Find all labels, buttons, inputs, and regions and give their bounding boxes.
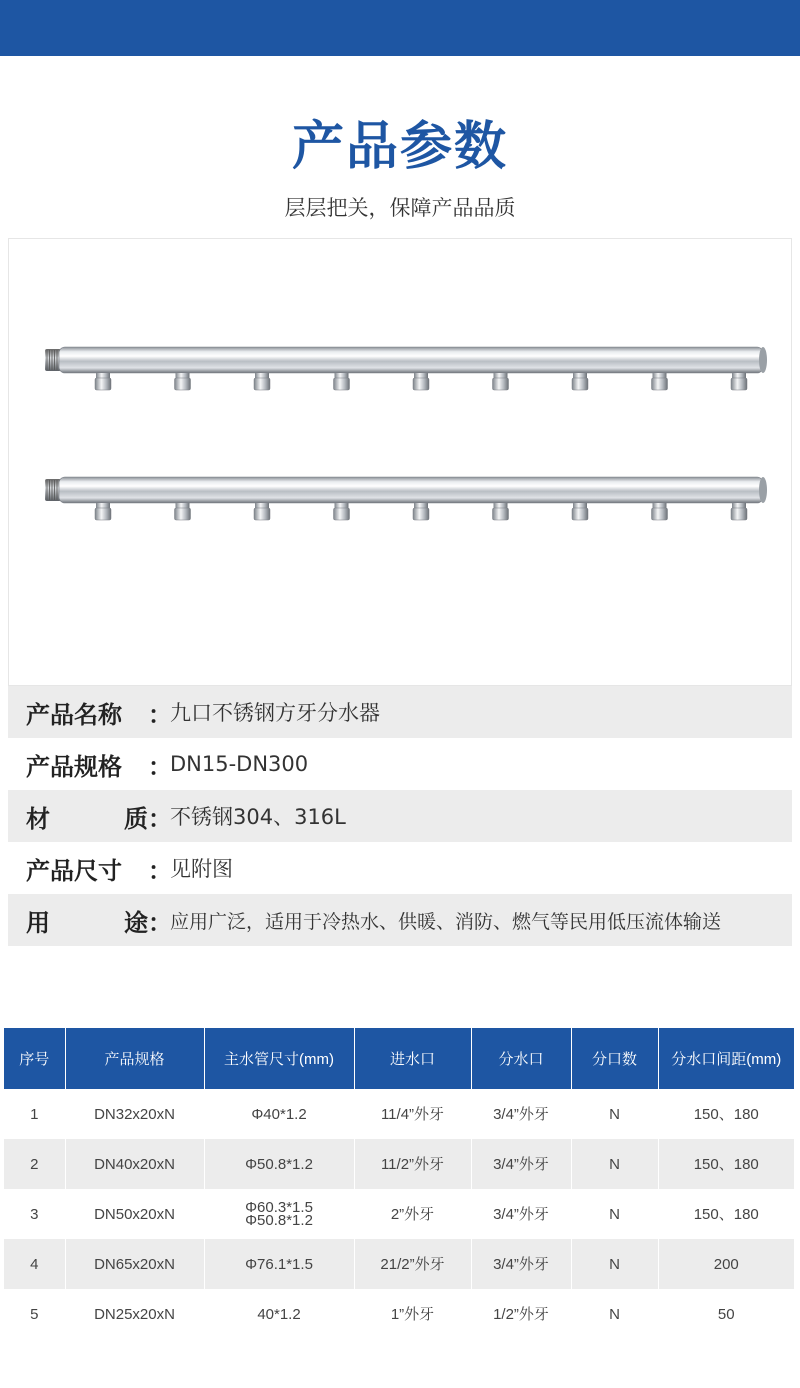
table-header-cell: 分水口 (471, 1028, 571, 1089)
outlet-nipple (572, 508, 588, 520)
table-cell: N (571, 1239, 658, 1289)
page-title: 产品参数 (291, 117, 508, 177)
spec-value: 不锈钢304、316L (170, 805, 346, 829)
table-header-cell: 进水口 (354, 1028, 471, 1089)
table-header-row (4, 1028, 794, 1089)
spec-row-material (8, 790, 792, 842)
table-cell: 2 (4, 1139, 65, 1189)
table-row (4, 1139, 794, 1189)
table-cell: 1/2”外牙 (471, 1289, 571, 1339)
spec-colon: ： (148, 752, 172, 781)
top-banner-bar (0, 0, 800, 56)
spec-value: 九口不锈钢方牙分水器 (170, 701, 380, 725)
table-cell: Φ50.8*1.2 (204, 1139, 354, 1189)
table-cell: 150、180 (658, 1089, 794, 1139)
pipe-end-cap (759, 477, 767, 503)
outlet-nipple (493, 508, 509, 520)
manifold-pipe (59, 347, 763, 373)
spec-label-char: 途 (124, 908, 148, 937)
table-cell: DN40x20xN (65, 1139, 204, 1189)
outlet-nipple (731, 508, 747, 520)
spec-label-char: 质 (124, 804, 148, 833)
table-cell: Φ40*1.2 (204, 1089, 354, 1139)
spec-label: 产品尺寸 (26, 856, 122, 885)
spec-row-usage (8, 894, 792, 946)
table-cell: 3/4”外牙 (471, 1089, 571, 1139)
table-header-cell: 主水管尺寸(mm) (204, 1028, 354, 1089)
table-cell: 3/4”外牙 (471, 1139, 571, 1189)
spec-label: 产品规格 (26, 752, 122, 781)
table-header-cell: 分水口间距(mm) (658, 1028, 794, 1089)
outlet-nipple (334, 508, 350, 520)
table-cell: 3/4”外牙 (471, 1189, 571, 1239)
spec-list (8, 686, 792, 946)
table-cell: 3/4”外牙 (471, 1239, 571, 1289)
outlet-nipple (413, 378, 429, 390)
outlet-nipple (652, 508, 668, 520)
spec-value: 应用广泛，适用于冷热水、供暖、消防、燃气等民用低压流体输送 (170, 910, 722, 933)
table-cell: 2”外牙 (354, 1189, 471, 1239)
table-cell-line: Φ60.3*1.5 (245, 1199, 313, 1216)
spec-label: 产品名称 (26, 700, 122, 729)
table-header-cell: 产品规格 (65, 1028, 204, 1089)
table-cell: DN32x20xN (65, 1089, 204, 1139)
table-cell: 3 (4, 1189, 65, 1239)
table-cell: 150、180 (658, 1139, 794, 1189)
table-header-cell: 分口数 (571, 1028, 658, 1089)
spec-value: 见附图 (170, 857, 233, 881)
outlet-nipple (334, 378, 350, 390)
table-cell: 50 (658, 1289, 794, 1339)
table-cell: Φ76.1*1.5 (204, 1239, 354, 1289)
outlet-nipple (731, 378, 747, 390)
table-cell: 11/2”外牙 (354, 1139, 471, 1189)
table-cell: 11/4”外牙 (354, 1089, 471, 1139)
product-photo (8, 238, 792, 686)
spec-row-size (8, 842, 792, 894)
outlet-nipple (254, 378, 270, 390)
table-header-cell: 序号 (4, 1028, 65, 1089)
pipe-group (45, 347, 767, 520)
table-cell (204, 1189, 354, 1239)
table-row (4, 1089, 794, 1139)
table-cell: N (571, 1139, 658, 1189)
table-cell: N (571, 1189, 658, 1239)
table-row (4, 1239, 794, 1289)
spec-colon: ： (148, 700, 172, 729)
inlet-thread (45, 349, 61, 371)
outlet-nipple (652, 378, 668, 390)
table-cell: DN65x20xN (65, 1239, 204, 1289)
table-cell: N (571, 1089, 658, 1139)
spec-colon: ： (148, 856, 172, 885)
table-cell: 1”外牙 (354, 1289, 471, 1339)
table-cell: 200 (658, 1239, 794, 1289)
spec-label-char: 用 (26, 908, 50, 937)
spec-colon: ： (148, 908, 172, 937)
spec-label (26, 799, 148, 834)
table-cell-line: Φ50.8*1.2 (245, 1212, 313, 1229)
outlet-nipple (95, 378, 111, 390)
table-cell: N (571, 1289, 658, 1339)
page-subtitle: 层层把关，保障产品品质 (284, 196, 516, 220)
outlet-nipple (254, 508, 270, 520)
outlet-nipple (175, 508, 191, 520)
outlet-nipple (493, 378, 509, 390)
manifold-pipe (59, 477, 763, 503)
table-cell: DN50x20xN (65, 1189, 204, 1239)
outlet-nipple (413, 508, 429, 520)
spec-label-char: 材 (26, 804, 50, 833)
table-cell: 4 (4, 1239, 65, 1289)
outlet-nipple (95, 508, 111, 520)
pipe-end-cap (759, 347, 767, 373)
spec-row-name (8, 686, 792, 738)
table-row (4, 1289, 794, 1339)
table-cell: 1 (4, 1089, 65, 1139)
table-cell: DN25x20xN (65, 1289, 204, 1339)
table-row (4, 1189, 794, 1239)
outlet-nipple (175, 378, 191, 390)
inlet-thread (45, 479, 61, 501)
spec-row-spec (8, 738, 792, 790)
spec-colon: ： (148, 804, 172, 833)
table-cell: 40*1.2 (204, 1289, 354, 1339)
table-cell: 21/2”外牙 (354, 1239, 471, 1289)
table-cell: 150、180 (658, 1189, 794, 1239)
outlet-nipple (572, 378, 588, 390)
manifold-pipe-image (9, 239, 793, 687)
table-cell: 5 (4, 1289, 65, 1339)
spec-value: DN15-DN300 (170, 752, 309, 776)
spec-label (26, 903, 148, 938)
spec-table (4, 1028, 794, 1339)
